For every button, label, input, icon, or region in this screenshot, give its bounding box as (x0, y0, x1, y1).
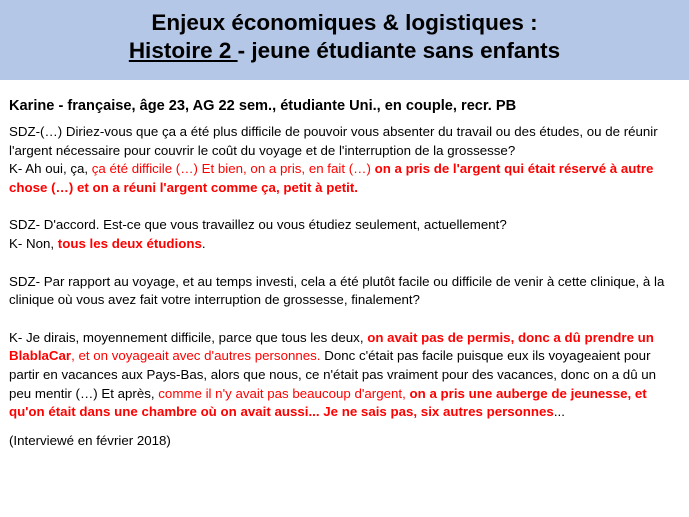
answer-1 (9, 160, 681, 197)
answer-3 (9, 329, 681, 422)
title-banner (0, 0, 689, 80)
answer-2 (9, 235, 681, 254)
paragraph-gap (9, 254, 681, 273)
question-1: SDZ-(…) Diriez-vous que ça a été plus difficile de pouvoir vous absenter du travail ou des études, ou de réunir l'argent nécessaire pour couvrir le coût du voyage et de l'interruption de la grossesse? (9, 124, 658, 158)
answer-3-prefix: K- Je dirais, moyennement difficile, parce que tous les deux, (9, 329, 368, 345)
answer-3-highlight-2: comme il n'y avait pas beaucoup d'argent, (158, 385, 410, 401)
question-2: SDZ- D'accord. Est-ce que vous travaillez ou vous étudiez seulement, actuellement? (9, 217, 507, 233)
interview-content (9, 96, 681, 450)
interview-date: (Interviewé en février 2018) (9, 432, 171, 448)
title-line-2 (0, 37, 689, 65)
answer-2-suffix: . (201, 235, 206, 251)
paragraph-gap (9, 197, 681, 216)
title-line-1: Enjeux économiques & logistiques : (151, 10, 538, 35)
answer-2-prefix: K- Non, (9, 235, 58, 251)
paragraph-gap (9, 310, 681, 329)
answer-3-highlight-1: , et on voyageait avec d'autres personnes. (71, 348, 321, 364)
title-story-number: Histoire 2 (128, 38, 238, 63)
answer-3-middle: Donc c'était pas facile puisque eux ils voyageaient pour partir en vacances aux Pays-Bas, alors que nous, ce n'était pas vraiment pour des vacances, donc on a dû un peu mentir (…) Et après, (9, 348, 657, 401)
answer-1-highlight: ça été difficile (…) Et bien, on a pris, en fait (…) (91, 161, 375, 177)
answer-1-emphasis: on a pris de l'argent qui était réservé à autre chose (…) et on a réuni l'argent comme ça, petit à petit. (9, 161, 654, 195)
answer-3-emphasis-2: on a pris une auberge de jeunesse, et qu'on était dans une chambre où on avait aussi... Je ne sais pas, six autres personnes (9, 385, 647, 420)
answer-1-prefix: K- Ah oui, ça, (9, 161, 92, 177)
answer-2-emphasis: tous les deux étudions (57, 235, 202, 251)
answer-3-suffix: ... (553, 404, 565, 420)
answer-3-emphasis-1: on avait pas de permis, donc a dû prendre un BlablaCar (9, 329, 654, 364)
interviewee-heading: Karine - française, âge 23, AG 22 sem., étudiante Uni., en couple, recr. PB (9, 98, 517, 114)
question-3: SDZ- Par rapport au voyage, et au temps investi, cela a été plutôt facile ou difficile de venir à cette clinique, à la clinique où vous avez fait votre interruption de grossesse, finalement? (9, 273, 665, 308)
title-story-subtitle: - jeune étudiante sans enfants (237, 38, 561, 63)
